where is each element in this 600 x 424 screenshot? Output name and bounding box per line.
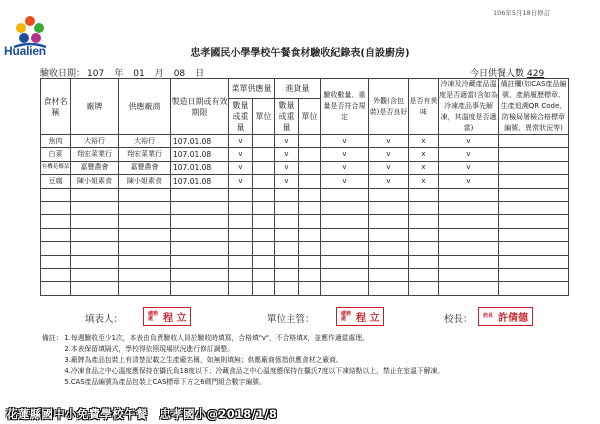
cell-empty — [409, 201, 439, 214]
cell-empty — [439, 215, 499, 228]
cell-supplier: 陳小姐素食 — [119, 175, 171, 188]
cell-empty — [321, 228, 369, 241]
cell-temp: v — [439, 175, 499, 188]
table-row-empty — [41, 282, 569, 295]
cell-in-qty: v — [275, 135, 299, 148]
revised-note: 106年5月18日修訂 — [493, 9, 551, 17]
cell-empty — [275, 228, 299, 241]
inspection-day-unit: 日 — [195, 69, 205, 79]
cell-empty — [499, 282, 569, 295]
cell-empty — [409, 282, 439, 295]
principal-stamp-small: 校長 — [483, 313, 494, 319]
header-in-unit: 單位 — [299, 99, 321, 135]
header-supplier: 供應廠商 — [119, 79, 171, 135]
cell-odor: x — [409, 135, 439, 148]
inspection-year: 107 — [87, 69, 105, 79]
inspection-month: 01 — [133, 69, 145, 79]
cell-empty — [171, 201, 229, 214]
cell-empty — [229, 242, 253, 255]
cell-empty — [71, 215, 119, 228]
cell-temp: v — [439, 148, 499, 161]
cell-empty — [439, 255, 499, 268]
cell-supplier: 嘉豐農會 — [119, 161, 171, 174]
cell-brand: 大裕行 — [71, 135, 119, 148]
cell-empty — [229, 255, 253, 268]
cell-empty — [41, 282, 71, 295]
table-row-empty — [41, 242, 569, 255]
cell-empty — [41, 188, 71, 201]
supply-count-value: 429 — [527, 69, 545, 79]
cell-temp: v — [439, 135, 499, 148]
cell-qty: v — [229, 135, 253, 148]
cell-name: 有機花椰菜 — [41, 161, 71, 174]
cell-empty — [41, 201, 71, 214]
cell-empty — [499, 201, 569, 214]
cell-empty — [41, 215, 71, 228]
cell-empty — [369, 201, 409, 214]
cell-empty — [41, 228, 71, 241]
cell-empty — [41, 242, 71, 255]
cell-empty — [439, 188, 499, 201]
cell-empty — [171, 282, 229, 295]
filler-stamp-name: 程 立 — [163, 313, 187, 324]
cell-appearance: v — [369, 175, 409, 188]
cell-empty — [119, 215, 171, 228]
cell-in-unit — [299, 175, 321, 188]
header-odor: 是否有異味 — [409, 79, 439, 135]
cell-date: 107.01.08 — [171, 135, 229, 148]
cell-empty — [41, 255, 71, 268]
cell-empty — [369, 282, 409, 295]
cell-empty — [499, 242, 569, 255]
supervisor-stamp — [336, 307, 384, 326]
inspection-date-label: 驗收日期： — [40, 69, 86, 79]
header-appearance: 外觀(含包裝)是否良好 — [369, 79, 409, 135]
filler-label: 填表人： — [85, 314, 124, 325]
principal-stamp — [478, 307, 533, 326]
cell-empty — [369, 215, 409, 228]
supply-count-label: 今日供餐人數 — [470, 69, 525, 79]
cell-empty — [299, 188, 321, 201]
cell-empty — [275, 282, 299, 295]
cell-name: 豆腐 — [41, 175, 71, 188]
cell-odor: x — [409, 175, 439, 188]
inspection-year-unit: 年 — [114, 69, 124, 79]
cell-empty — [439, 201, 499, 214]
cell-unit — [253, 135, 275, 148]
cell-empty — [275, 188, 299, 201]
cell-empty — [229, 188, 253, 201]
cell-empty — [119, 188, 171, 201]
table-body — [41, 135, 569, 296]
cell-empty — [71, 282, 119, 295]
cell-odor: x — [409, 148, 439, 161]
cell-empty — [321, 268, 369, 281]
note-item: 1.每週驗收至少1次，本表由負責驗收人員於驗收時填寫，合格填"v"，不合格填X，並應作適當處理。 — [64, 334, 369, 342]
cell-empty — [253, 242, 275, 255]
cell-empty — [275, 215, 299, 228]
cell-empty — [71, 201, 119, 214]
table-row-empty — [41, 201, 569, 214]
principal-stamp-name: 許倩德 — [498, 313, 528, 324]
cell-empty — [299, 282, 321, 295]
notes — [42, 333, 444, 388]
cell-empty — [499, 268, 569, 281]
note-item: 5.CAS產品編號為產品包裝上CAS標章下方之6碼門組合數字編號。 — [64, 378, 266, 386]
cell-empty — [299, 201, 321, 214]
cell-empty — [299, 242, 321, 255]
cell-empty — [229, 268, 253, 281]
inspection-month-unit: 月 — [154, 69, 164, 79]
table-row-empty — [41, 268, 569, 281]
cell-in-unit — [299, 148, 321, 161]
cell-empty — [71, 255, 119, 268]
header-unit: 單位 — [253, 99, 275, 135]
cell-remarks — [499, 175, 569, 188]
cell-remarks — [499, 148, 569, 161]
cell-empty — [229, 228, 253, 241]
cell-empty — [409, 215, 439, 228]
cell-empty — [171, 242, 229, 255]
note-item: 4.冷凍食品之中心溫度應保持在攝氏負18度以下；冷藏食品之中心溫度應保持在攝氏7度以下凍結點以上，禁止在室溫下解凍。 — [64, 367, 445, 375]
cell-in-unit — [299, 161, 321, 174]
cell-name: 魚肉 — [41, 135, 71, 148]
cell-in-unit — [299, 135, 321, 148]
cell-empty — [299, 215, 321, 228]
cell-empty — [439, 228, 499, 241]
cell-empty — [409, 255, 439, 268]
cell-empty — [321, 242, 369, 255]
cell-empty — [119, 282, 171, 295]
table-row-empty — [41, 215, 569, 228]
header-qty: 數量或重量 — [229, 99, 253, 135]
cell-empty — [119, 255, 171, 268]
cell-empty — [299, 228, 321, 241]
cell-name: 白菜 — [41, 148, 71, 161]
cell-empty — [499, 188, 569, 201]
cell-in-qty: v — [275, 161, 299, 174]
watermark: 花蓮縣國中小免費學校午餐 忠孝國小@2018/1/8 — [6, 407, 278, 421]
cell-empty — [409, 242, 439, 255]
inspection-day: 08 — [173, 69, 186, 79]
supervisor-label: 單位主管： — [267, 314, 315, 325]
cell-in-qty: v — [275, 148, 299, 161]
cell-remarks — [499, 161, 569, 174]
principal-label: 校長： — [444, 314, 473, 325]
cell-empty — [321, 215, 369, 228]
cell-brand: 嘉豐農會 — [71, 161, 119, 174]
table-row — [41, 135, 569, 148]
cell-empty — [171, 188, 229, 201]
cell-appearance: v — [369, 148, 409, 161]
header-in-qty: 數量或重量 — [275, 99, 299, 135]
cell-verify: v — [321, 148, 369, 161]
cell-empty — [253, 255, 275, 268]
cell-supplier: 大裕行 — [119, 135, 171, 148]
header-temperature: 冷凍及冷藏產品溫度是否適當(含如為冷凍產品事先解凍，其溫度是否適當) — [439, 79, 499, 135]
cell-empty — [321, 255, 369, 268]
cell-verify: v — [321, 175, 369, 188]
cell-empty — [499, 228, 569, 241]
cell-empty — [119, 228, 171, 241]
cell-date: 107.01.08 — [171, 175, 229, 188]
cell-empty — [229, 201, 253, 214]
cell-empty — [321, 282, 369, 295]
cell-unit — [253, 161, 275, 174]
cell-empty — [253, 228, 275, 241]
cell-empty — [439, 282, 499, 295]
cell-empty — [119, 268, 171, 281]
cell-empty — [171, 215, 229, 228]
cell-empty — [171, 268, 229, 281]
cell-empty — [299, 255, 321, 268]
cell-empty — [253, 282, 275, 295]
cell-empty — [409, 228, 439, 241]
cell-brand: 陳小姐素食 — [71, 175, 119, 188]
cell-empty — [275, 255, 299, 268]
cell-empty — [369, 255, 409, 268]
cell-qty: v — [229, 175, 253, 188]
cell-unit — [253, 175, 275, 188]
cell-empty — [229, 215, 253, 228]
cell-empty — [119, 201, 171, 214]
note-item: 2.本表保留填隔式，學校得依照現場狀況進行修訂調整。 — [64, 345, 234, 353]
header-incoming: 進貨量 — [275, 79, 321, 99]
cell-empty — [119, 242, 171, 255]
cell-appearance: v — [369, 135, 409, 148]
cell-empty — [409, 188, 439, 201]
table-row-empty — [41, 255, 569, 268]
cell-unit — [253, 148, 275, 161]
table-row — [41, 161, 569, 174]
cell-odor: x — [409, 161, 439, 174]
cell-brand: 翔宏菜業行 — [71, 148, 119, 161]
supervisor-stamp-small: 總務處 — [341, 310, 352, 322]
cell-empty — [253, 268, 275, 281]
cell-empty — [369, 268, 409, 281]
cell-empty — [253, 188, 275, 201]
cell-empty — [275, 268, 299, 281]
cell-empty — [275, 242, 299, 255]
table-row — [41, 148, 569, 161]
cell-date: 107.01.08 — [171, 148, 229, 161]
filler-stamp-small: 總務處 — [148, 310, 159, 322]
cell-qty: v — [229, 148, 253, 161]
header-name: 食材名稱 — [41, 79, 71, 135]
header-mfg-date: 製造日期或有效期限 — [171, 79, 229, 135]
filler-stamp — [143, 307, 191, 326]
cell-supplier: 翔宏菜業行 — [119, 148, 171, 161]
cell-empty — [229, 282, 253, 295]
cell-empty — [253, 201, 275, 214]
cell-empty — [439, 268, 499, 281]
inspection-table — [40, 78, 569, 296]
cell-empty — [369, 242, 409, 255]
cell-empty — [499, 215, 569, 228]
cell-empty — [499, 255, 569, 268]
cell-empty — [41, 268, 71, 281]
cell-empty — [275, 201, 299, 214]
table-row-empty — [41, 188, 569, 201]
cell-empty — [253, 215, 275, 228]
table-row-empty — [41, 228, 569, 241]
header-verify: 驗收數量、重量是否符合規定 — [321, 79, 369, 135]
cell-empty — [369, 228, 409, 241]
supervisor-stamp-name: 程 立 — [356, 313, 380, 324]
cell-empty — [299, 268, 321, 281]
cell-date: 107.01.08 — [171, 161, 229, 174]
cell-verify: v — [321, 135, 369, 148]
header-menu-qty: 菜單供應量 — [229, 79, 275, 99]
cell-temp: v — [439, 161, 499, 174]
cell-appearance: v — [369, 161, 409, 174]
page-title: 忠孝國民小學學校午餐食材驗收紀錄表(自設廚房) — [190, 48, 410, 59]
table-row — [41, 175, 569, 188]
cell-empty — [71, 268, 119, 281]
header-remarks: 備註欄(如CAS產品編號、產銷履歷標章、生產追溯QR Code、防檢局屠檢合格標章編號、異常狀況等) — [499, 79, 569, 135]
cell-empty — [171, 228, 229, 241]
cell-verify: v — [321, 161, 369, 174]
cell-empty — [71, 242, 119, 255]
notes-label: 備註： — [42, 334, 63, 342]
cell-qty: v — [229, 161, 253, 174]
cell-in-qty: v — [275, 175, 299, 188]
cell-remarks — [499, 135, 569, 148]
cell-empty — [409, 268, 439, 281]
cell-empty — [321, 188, 369, 201]
cell-empty — [71, 188, 119, 201]
cell-empty — [171, 255, 229, 268]
cell-empty — [439, 242, 499, 255]
cell-empty — [321, 201, 369, 214]
logo-text: Hualien — [4, 44, 46, 58]
cell-empty — [71, 228, 119, 241]
cell-empty — [369, 188, 409, 201]
note-item: 3.廠牌為產品包裝上有清楚記載之生產廠名稱，如無則填無；供應廠商係指供應食材之廠商。 — [64, 356, 343, 364]
header-brand: 廠牌 — [71, 79, 119, 135]
